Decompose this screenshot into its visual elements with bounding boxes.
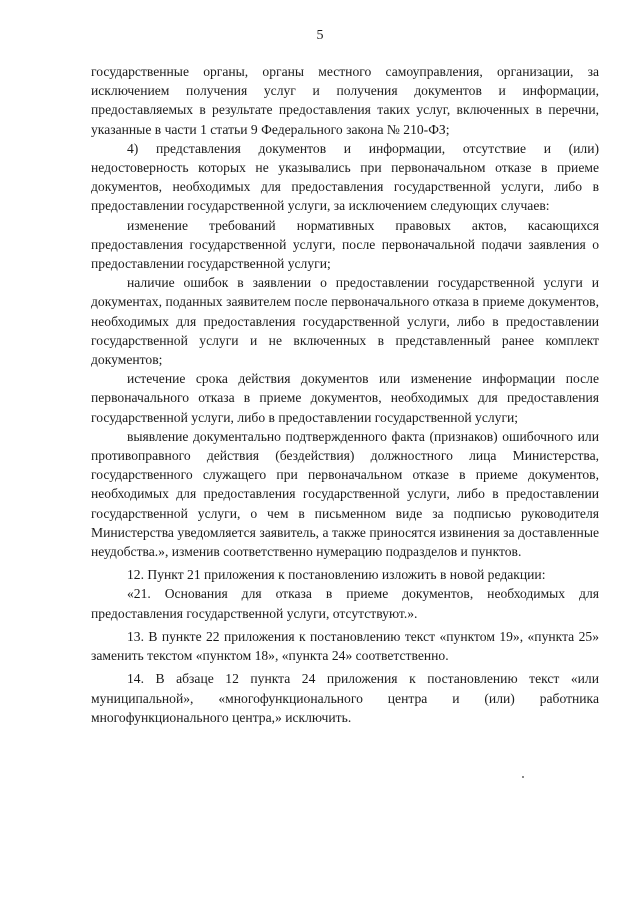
document-body	[91, 62, 599, 727]
page-number: 5	[316, 28, 324, 43]
paragraph-case-errors: наличие ошибок в заявлении о предоставлении государственной услуги и документах, поданных заявителем после первоначального отказа в приеме документов, необходимых для предоставления государственной услуги, либо в предоставлении государственной услуги и не включенных в представленный ранее комплект документов;	[91, 275, 599, 368]
paragraph-case-wrongful-action: выявление документально подтвержденного факта (признаков) ошибочного или противоправного действия (бездействия) должностного лица Министерства, государственного служащего при первоначальном отказе в приеме документов, необходимых для предоставления государственной услуги, либо в предоставлении государственной услуги, о чем в письменном виде за подписью руководителя Министерства уведомляется заявитель, а также приносятся извинения за доставленные неудобства.», изменив соответственно нумерацию подразделов и пунктов.	[91, 428, 599, 560]
paragraph-continuation: государственные органы, органы местного самоуправления, организации, за исключением получения услуг и получения документов и информации, предоставляемых в результате предоставления таких услуг, включенных в перечни, указанные в части 1 статьи 9 Федерального закона № 210-ФЗ;	[91, 64, 599, 137]
paragraph-item-4: 4) представления документов и информации, отсутствие и (или) недостоверность которых не указывались при первоначальном отказе в приеме документов, необходимых для предоставления государственной услуги, либо в предоставлении государственной услуги, за исключением следующих случаев:	[91, 140, 599, 214]
paragraph-item-14: 14. В абзаце 12 пункта 24 приложения к постановлению текст «или муниципальной», «многофункционального центра и (или) работника многофункционального центра,» исключить.	[91, 671, 599, 725]
paragraph-item-13: 13. В пункте 22 приложения к постановлению текст «пунктом 19», «пункта 25» заменить текстом «пунктом 18», «пункта 24» соответственно.	[91, 628, 599, 664]
paragraph-case-requirements-change: изменение требований нормативных правовых актов, касающихся предоставления государственной услуги, после первоначальной подачи заявления о предоставлении государственной услуги;	[91, 217, 599, 272]
scan-speck	[522, 776, 524, 778]
paragraph-item-12: 12. Пункт 21 приложения к постановлению изложить в новой редакции:	[127, 567, 546, 583]
paragraph-quote-21: «21. Основания для отказа в приеме документов, необходимых для предоставления государственной услуги, отсутствуют.».	[91, 586, 599, 621]
paragraph-case-expiry: истечение срока действия документов или изменение информации после первоначального отказа в приеме документов, необходимых для предоставления государственной услуги, либо в предоставлении государственной услуги;	[91, 371, 599, 425]
